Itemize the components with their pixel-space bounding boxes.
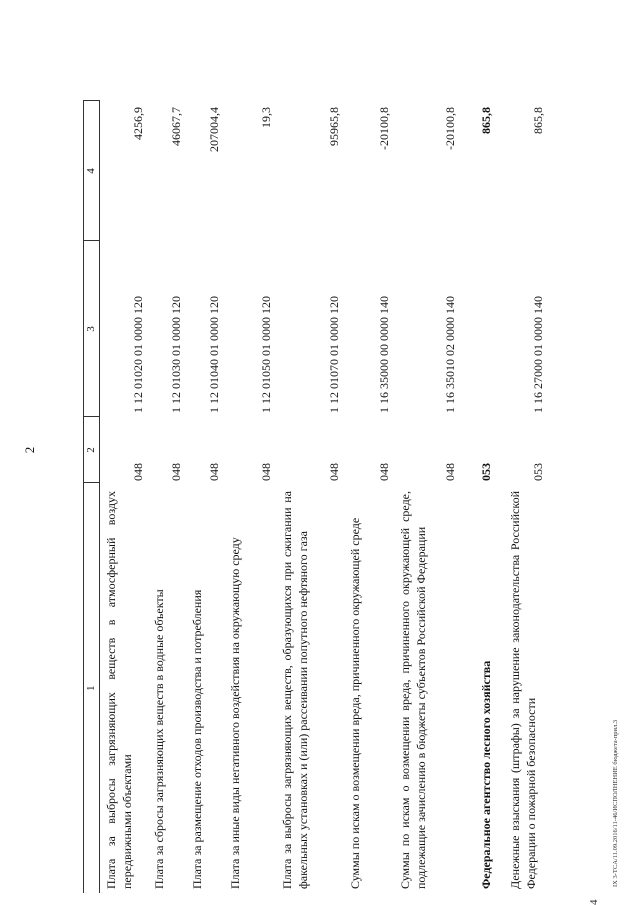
row-description: Федеральное агентство лесного хозяйства [478, 660, 493, 889]
table-row [504, 101, 548, 893]
row-code: 048 [376, 463, 391, 481]
row-code: 053 [478, 463, 493, 481]
row-amount: 865,8 [530, 107, 545, 134]
row-classification-code: 1 12 01020 01 0000 120 [130, 296, 145, 413]
table-row [148, 101, 186, 893]
row-code: 048 [258, 463, 273, 481]
row-code: 048 [442, 463, 457, 481]
row-classification-code: 1 12 01050 01 0000 120 [258, 296, 273, 413]
row-amount: 865,8 [478, 107, 493, 134]
row-description: Плата за размещение отходов производства и потребления [189, 589, 204, 889]
table-row [100, 101, 148, 893]
row-amount: -20100,8 [442, 107, 457, 150]
row-description: Плата за иные виды негативного воздействия на окружающую среду [227, 537, 242, 889]
row-amount: -20100,8 [376, 107, 391, 150]
page-number: 2 [22, 446, 37, 454]
row-amount: 19,3 [258, 107, 273, 128]
row-classification-code: 1 16 27000 01 0000 140 [530, 296, 545, 413]
row-classification-code [460, 241, 504, 417]
table-row [276, 101, 344, 893]
column-header-2: 2 [84, 417, 100, 483]
row-description: Плата за выбросы загрязняющих веществ, образующихся при сжигании на факельных установках и (или) рассеивании попутного нефтяного газа [279, 491, 310, 889]
sheet-number: 4 [588, 899, 600, 905]
table-row [186, 101, 224, 893]
row-description: Денежные взыскания (штрафы) за нарушение законодательства Российской Федерации о пожарной безопасности [507, 491, 538, 889]
row-code: 048 [206, 463, 221, 481]
column-header-4: 4 [84, 101, 100, 241]
table-row [460, 101, 504, 893]
row-classification-code: 1 16 35010 02 0000 140 [442, 296, 457, 413]
row-code: 053 [530, 463, 545, 481]
row-amount: 4256,9 [130, 107, 145, 140]
column-header-3: 3 [84, 241, 100, 417]
table-header-row [84, 101, 100, 893]
row-classification-code: 1 16 35000 00 0000 140 [376, 296, 391, 413]
report-table [83, 101, 548, 894]
row-description: Плата за сбросы загрязняющих веществ в водные объекты [151, 589, 166, 889]
document-footer-note: IX 3-TCA/11.09.2016/11-46/ИСПОЛНЕНИЕ бюджета-прил.3 [612, 719, 619, 887]
row-code: 048 [168, 463, 183, 481]
table-row [394, 101, 460, 893]
row-description: Суммы по искам о возмещении вреда, причиненного окружающей среде, подлежащие зачислению в бюджеты субъектов Российской Федерации [397, 491, 428, 889]
row-classification-code: 1 12 01070 01 0000 120 [326, 296, 341, 413]
row-code: 048 [326, 463, 341, 481]
row-amount: 207004,4 [206, 107, 221, 152]
row-amount: 95965,8 [326, 107, 341, 146]
row-classification-code: 1 12 01030 01 0000 120 [168, 296, 183, 413]
row-description: Суммы по искам о возмещении вреда, причиненного окружающей среде [347, 517, 362, 889]
table-row [224, 101, 276, 893]
column-header-1: 1 [84, 483, 100, 893]
table-row [344, 101, 394, 893]
row-classification-code: 1 12 01040 01 0000 120 [206, 296, 221, 413]
row-amount: 46067,7 [168, 107, 183, 146]
row-description: Плата за выбросы загрязняющих веществ в атмосферный воздух передвижными объектами [104, 491, 134, 889]
row-code: 048 [130, 463, 145, 481]
